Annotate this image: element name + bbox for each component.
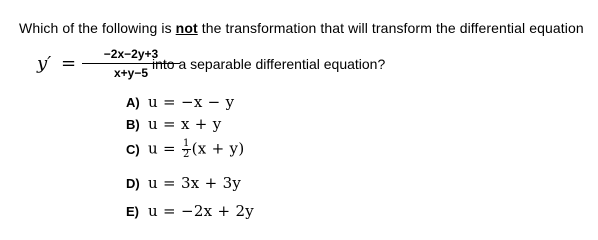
fraction-denominator: 2 — [182, 149, 190, 160]
equation-trailing-text: into a separable differential equation? — [152, 56, 386, 72]
option-c[interactable] — [126, 139, 244, 161]
option-expression: u = −x − y — [148, 93, 235, 111]
equation-lhs: y′ — [37, 53, 52, 74]
option-expression-suffix: (x + y) — [191, 139, 245, 158]
question-text — [19, 20, 584, 36]
equation-numerator: −2x−2y+3 — [82, 47, 180, 64]
option-expression: u = −2x + 2y — [148, 202, 255, 220]
option-e[interactable] — [126, 202, 254, 224]
equation-denominator: x+y−5 — [113, 66, 149, 80]
question-text-before: Which of the following is — [19, 20, 176, 36]
option-a[interactable] — [126, 93, 234, 115]
option-expression-prefix: u = — [148, 139, 181, 158]
question-text-after: the transformation that will transform the differential equation — [197, 20, 584, 36]
question-emphasis-not: not — [175, 20, 198, 36]
one-half-fraction — [182, 139, 191, 160]
fraction-numerator: 1 — [182, 138, 190, 149]
option-d[interactable] — [126, 174, 241, 196]
option-expression — [148, 139, 244, 160]
option-letter: E) — [126, 203, 139, 219]
option-letter: D) — [126, 175, 140, 191]
option-letter: C) — [126, 142, 140, 157]
equation-equals-sign: = — [61, 53, 77, 74]
option-letter: A) — [126, 94, 140, 110]
option-expression: u = 3x + 3y — [148, 174, 242, 192]
option-b[interactable] — [126, 115, 222, 137]
option-expression: u = x + y — [148, 115, 222, 133]
option-letter: B) — [126, 116, 140, 132]
